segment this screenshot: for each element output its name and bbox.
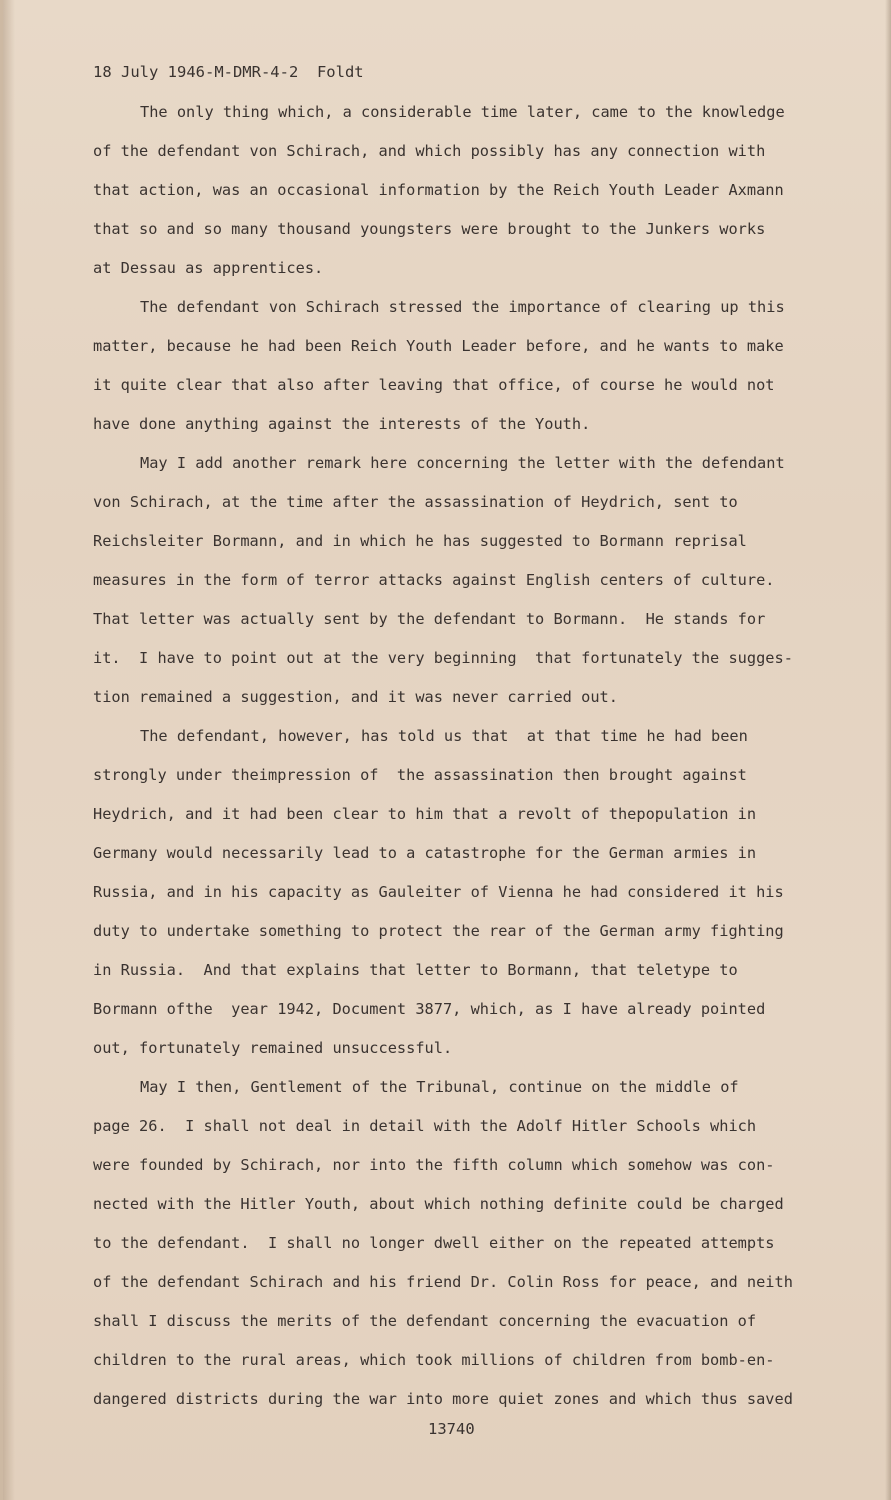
text-line: to the defendant. I shall no longer dwell either on the repeated attempts	[93, 1234, 775, 1252]
text-line: Russia, and in his capacity as Gauleiter of Vienna he had considered it his	[93, 883, 784, 901]
text-line: out, fortunately remained unsuccessful.	[93, 1039, 453, 1057]
text-line: at Dessau as apprentices.	[93, 259, 324, 277]
text-line: shall I discuss the merits of the defendant concerning the evacuation of	[93, 1312, 757, 1330]
text-line: it. I have to point out at the very beginning that fortunately the sugges-	[93, 649, 793, 667]
text-line: of the defendant Schirach and his friend Dr. Colin Ross for peace, and neith	[93, 1273, 793, 1291]
text-line: that action, was an occasional information by the Reich Youth Leader Axmann	[93, 181, 784, 199]
text-line: it quite clear that also after leaving that office, of course he would not	[93, 376, 775, 394]
text-line: That letter was actually sent by the defendant to Bormann. He stands for	[93, 610, 766, 628]
text-line: page 26. I shall not deal in detail with the Adolf Hitler Schools which	[93, 1117, 757, 1135]
text-line: that so and so many thousand youngsters were brought to the Junkers works	[93, 220, 766, 238]
text-line: nected with the Hitler Youth, about which nothing definite could be charged	[93, 1195, 784, 1213]
page-header: 18 July 1946-M-DMR-4-2 Foldt	[93, 63, 364, 81]
text-line: May I add another remark here concerning the letter with the defendant	[140, 454, 785, 472]
text-line: Germany would necessarily lead to a catastrophe for the German armies in	[93, 844, 757, 862]
text-line: Reichsleiter Bormann, and in which he has suggested to Bormann reprisal	[93, 532, 747, 550]
text-line: in Russia. And that explains that letter to Bormann, that teletype to	[93, 961, 738, 979]
text-line: were founded by Schirach, nor into the fifth column which somehow was con-	[93, 1156, 775, 1174]
text-line: of the defendant von Schirach, and which possibly has any connection with	[93, 142, 766, 160]
text-line: strongly under theimpression of the assassination then brought against	[93, 766, 747, 784]
text-line: duty to undertake something to protect the rear of the German army fighting	[93, 922, 784, 940]
text-line: The only thing which, a considerable time later, came to the knowledge	[140, 103, 785, 121]
text-line: The defendant von Schirach stressed the importance of clearing up this	[140, 298, 785, 316]
text-line: tion remained a suggestion, and it was never carried out.	[93, 688, 618, 706]
text-line: dangered districts during the war into more quiet zones and which thus saved	[93, 1390, 793, 1408]
text-line: von Schirach, at the time after the assassination of Heydrich, sent to	[93, 493, 738, 511]
page-number: 13740	[428, 1420, 475, 1438]
text-line: children to the rural areas, which took millions of children from bomb-en-	[93, 1351, 775, 1369]
text-line: Bormann ofthe year 1942, Document 3877, which, as I have already pointed	[93, 1000, 766, 1018]
text-line: measures in the form of terror attacks against English centers of culture.	[93, 571, 775, 589]
typed-text-body	[3, 0, 891, 1408]
text-line: May I then, Gentlement of the Tribunal, continue on the middle of	[140, 1078, 739, 1096]
text-line: The defendant, however, has told us that at that time he had been	[140, 727, 748, 745]
text-line: matter, because he had been Reich Youth Leader before, and he wants to make	[93, 337, 784, 355]
text-line: have done anything against the interests of the Youth.	[93, 415, 591, 433]
text-line: Heydrich, and it had been clear to him that a revolt of thepopulation in	[93, 805, 757, 823]
